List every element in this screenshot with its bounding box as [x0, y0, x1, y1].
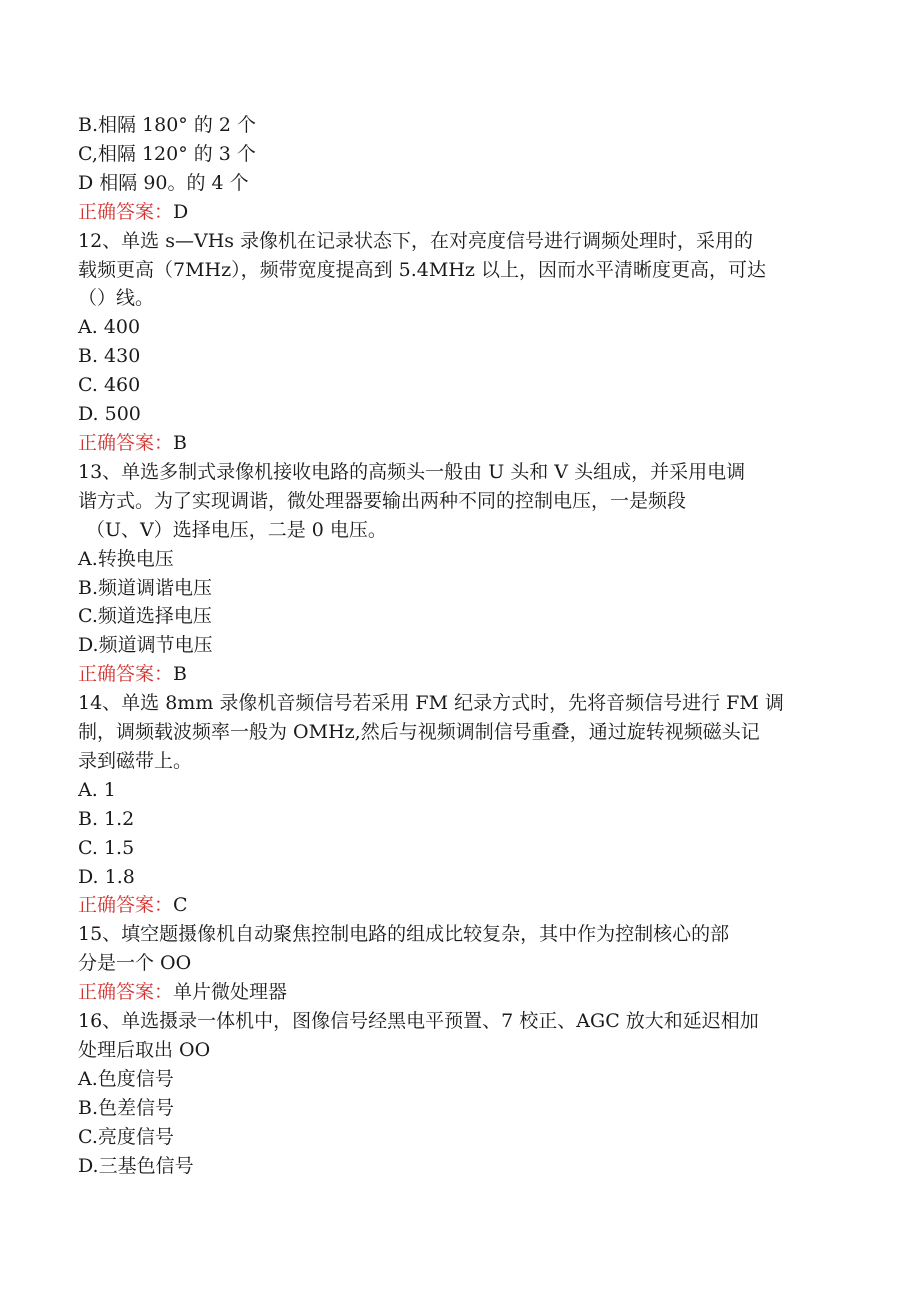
answer-value: B — [173, 663, 187, 686]
option-c: C,相隔 120° 的 3 个 — [78, 142, 256, 165]
question-text: 13、单选多制式录像机接收电路的高频头一般由 U 头和 V 头组成，并采用电调 — [78, 460, 746, 483]
answer-label: 正确答案： — [78, 981, 174, 1004]
option-b: B. 1.2 — [78, 807, 135, 830]
question-text: 载频更高（7MHz），频带宽度提高到 5.4MHz 以上，因而水平清晰度更高，可达 — [78, 258, 766, 281]
option-c: C.频道选择电压 — [78, 605, 212, 628]
question-list — [78, 111, 838, 1181]
answer-value: D — [173, 200, 189, 223]
option-b: B.相隔 180° 的 2 个 — [78, 114, 257, 136]
question-text: （U、V）选择电压，二是 0 电压。 — [86, 518, 387, 541]
answer-label: 正确答案： — [78, 200, 174, 223]
option-c: C. 460 — [78, 374, 141, 397]
answer-value: 单片微处理器 — [173, 981, 288, 1004]
question-text: 分是一个 OO — [78, 952, 192, 975]
answer-line — [78, 891, 838, 920]
option-c: C.亮度信号 — [78, 1125, 174, 1148]
option-a: A.转换电压 — [78, 547, 174, 570]
answer-label: 正确答案： — [78, 894, 174, 917]
question-text: 12、单选 s—VHs 录像机在记录状态下，在对亮度信号进行调频处理时，采用的 — [78, 229, 754, 252]
question-text: 16、单选摄录一体机中，图像信号经黑电平预置、7 校正、AGC 放大和延迟相加 — [78, 1010, 759, 1033]
answer-line — [78, 660, 838, 689]
option-d: D.频道调节电压 — [78, 634, 213, 657]
answer-value: B — [173, 431, 187, 454]
option-d: D. 500 — [78, 403, 141, 426]
answer-line — [78, 429, 838, 458]
option-b: B. 430 — [78, 345, 141, 368]
question-text: 谐方式。为了实现调谐，微处理器要输出两种不同的控制电压，一是频段 — [78, 489, 687, 512]
answer-label: 正确答案： — [78, 663, 174, 686]
option-d: D 相隔 90。的 4 个 — [78, 171, 249, 194]
answer-line — [78, 198, 838, 227]
option-c: C. 1.5 — [78, 836, 135, 859]
option-b: B.频道调谐电压 — [78, 576, 213, 599]
answer-value: C — [173, 894, 188, 917]
answer-label: 正确答案： — [78, 431, 174, 454]
option-a: A. 400 — [78, 316, 141, 339]
answer-line — [78, 978, 838, 1007]
question-text: （）线。 — [78, 287, 155, 310]
question-text: 制，调频载波频率一般为 OMHz,然后与视频调制信号重叠，通过旋转视频磁头记 — [78, 721, 760, 744]
option-d: D.三基色信号 — [78, 1154, 194, 1177]
option-a: A.色度信号 — [78, 1067, 174, 1090]
question-text: 15、填空题摄像机自动聚焦控制电路的组成比较复杂，其中作为控制核心的部 — [78, 923, 730, 946]
option-d: D. 1.8 — [78, 865, 135, 888]
option-b: B.色差信号 — [78, 1096, 175, 1119]
question-text: 录到磁带上。 — [78, 749, 193, 772]
question-text: 14、单选 8mm 录像机音频信号若采用 FM 纪录方式时，先将音频信号进行 FM 调 — [78, 692, 784, 715]
option-a: A. 1 — [78, 778, 116, 801]
question-text: 处理后取出 OO — [78, 1039, 211, 1061]
